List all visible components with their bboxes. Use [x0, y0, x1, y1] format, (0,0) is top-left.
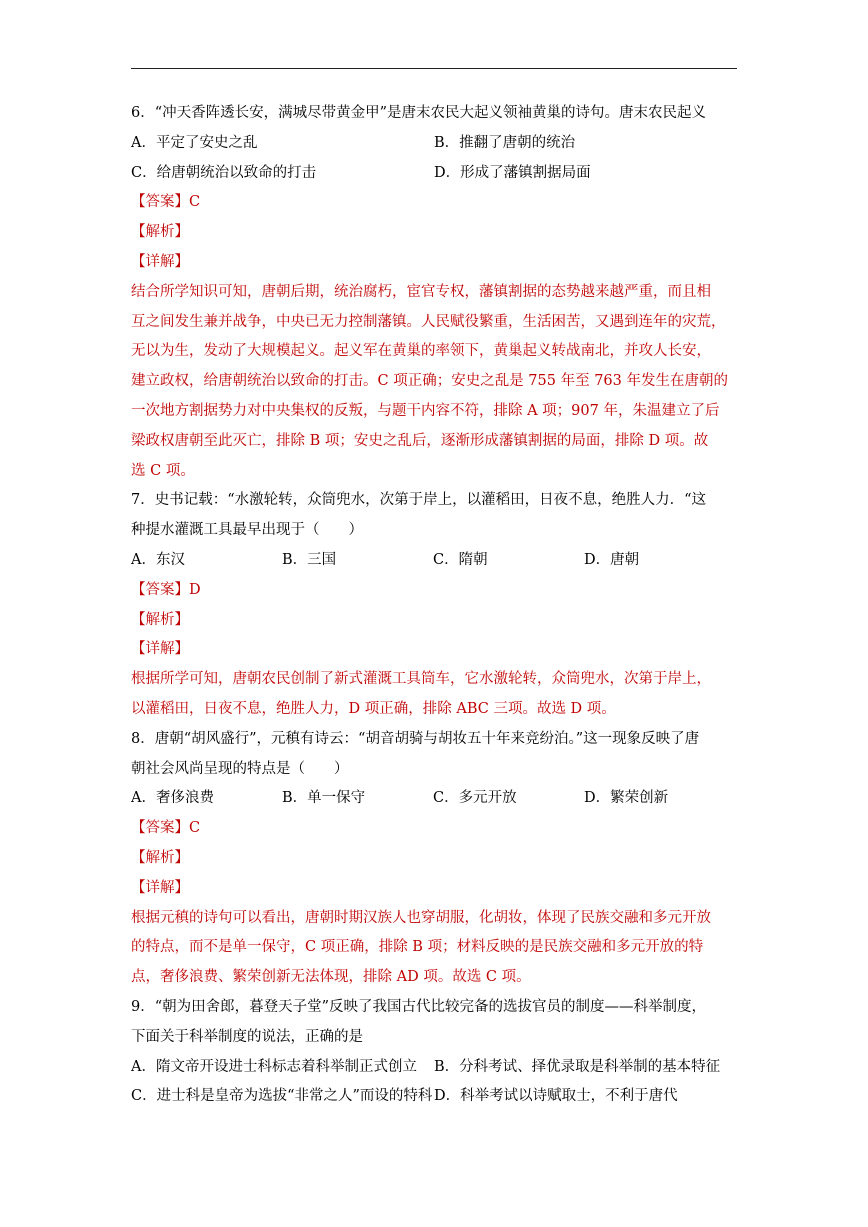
q6-options-row-1 [131, 129, 737, 159]
q9-options-row-2 [131, 1082, 737, 1112]
q8-detail-line-1: 根据元稹的诗句可以看出，唐朝时期汉族人也穿胡服，化胡妆，体现了民族交融和多元开放 [131, 909, 711, 926]
q9-option-b: B．分科考试、择优录取是科举制的基本特征 [434, 1058, 721, 1075]
q8-analysis-label: 【解析】 [131, 849, 189, 866]
q8-options-row [131, 784, 737, 814]
q8-stem-line-1: 8．唐朝“胡风盛行”，元稹有诗云：“胡音胡骑与胡妆五十年来竞纷泊。”这一现象反映了唐 [131, 730, 700, 747]
q7-option-d: D．唐朝 [584, 551, 640, 568]
answer-label: 【答案】 [131, 581, 189, 598]
q9-option-d: D．科举考试以诗赋取士，不利于唐代 [434, 1088, 678, 1105]
q7-option-a: A．东汉 [131, 551, 185, 568]
q7-stem-line-1: 7．史书记载：“水激轮转，众筒兜水，次第于岸上，以灌稻田，日夜不息，绝胜人力．“这 [131, 492, 707, 509]
q6-detail-line-2: 互之间发生兼并战争，中央已无力控制藩镇。人民赋役繁重，生活困苦，又遇到连年的灾荒， [131, 313, 726, 330]
q6-detail-label: 【详解】 [131, 253, 189, 270]
q9-option-c: C．进士科是皇帝为选拔“非常之人”而设的特科 [131, 1088, 433, 1105]
q6-option-b: B．推翻了唐朝的统治 [434, 134, 576, 151]
answer-label: 【答案】 [131, 194, 189, 211]
q6-option-c: C．给唐朝统治以致命的打击 [131, 164, 317, 181]
q8-detail-line-3: 点，奢侈浪费、繁荣创新无法体现，排除 AD 项。故选 C 项。 [131, 969, 531, 986]
q8-detail-label: 【详解】 [131, 879, 189, 896]
q8-option-c: C．多元开放 [433, 790, 517, 807]
q8-detail-line-2: 的特点，而不是单一保守，C 项正确，排除 B 项；材料反映的是民族交融和多元开放的特 [131, 939, 704, 956]
q9-stem-line-1: 9．“朝为田舍郎，暮登天子堂”反映了我国古代比较完备的选拔官员的制度——科举制度， [131, 998, 707, 1015]
q6-detail-line-5: 一次地方割据势力对中央集权的反叛，与题干内容不符，排除 A 项；907 年，朱温建立了后 [131, 402, 720, 419]
q6-answer: C [189, 194, 201, 211]
q7-answer-line [131, 576, 737, 606]
q9-option-a: A．隋文帝开设进士科标志着科举制正式创立 [131, 1058, 417, 1075]
answer-label: 【答案】 [131, 820, 189, 837]
q8-stem-line-2: 朝社会风尚呈现的特点是（ ） [131, 760, 349, 777]
q7-answer: D [189, 581, 201, 598]
q8-option-d: D．繁荣创新 [584, 790, 669, 807]
q7-options-row [131, 546, 737, 576]
q8-answer: C [189, 820, 201, 837]
q6-option-d: D．形成了藩镇割据局面 [434, 164, 591, 181]
q7-option-c: C．隋朝 [433, 551, 488, 568]
q9-options-row-1 [131, 1053, 737, 1083]
q6-analysis-label: 【解析】 [131, 224, 189, 241]
q7-option-b: B．三国 [282, 551, 337, 568]
q6-options-row-2 [131, 159, 737, 189]
q6-answer-line [131, 188, 737, 218]
header-rule [131, 68, 737, 69]
q6-detail-line-7: 选 C 项。 [131, 462, 195, 479]
q7-analysis-label: 【解析】 [131, 611, 189, 628]
q7-detail-line-2: 以灌稻田，日夜不息，绝胜人力，D 项正确，排除 ABC 三项。故选 D 项。 [131, 700, 616, 717]
q6-detail-line-1: 结合所学知识可知，唐朝后期，统治腐朽，宦官专权，藩镇割据的态势越来越严重，而且相 [131, 283, 711, 300]
exam-page [131, 99, 737, 1112]
q7-stem-line-2: 种提水灌溉工具最早出现于（ ） [131, 522, 363, 539]
q8-option-b: B．单一保守 [282, 790, 366, 807]
q8-answer-line [131, 814, 737, 844]
q6-detail-line-4: 建立政权，给唐朝统治以致命的打击。C 项正确；安史之乱是 755 年至 763 年发生在唐朝的 [131, 373, 728, 390]
q7-detail-label: 【详解】 [131, 641, 189, 658]
q6-option-a: A．平定了安史之乱 [131, 134, 258, 151]
q6-detail-line-3: 无以为生，发动了大规模起义。起义军在黄巢的率领下，黄巢起义转战南北，并攻人长安， [131, 343, 711, 360]
q6-detail-line-6: 梁政权唐朝至此灭亡，排除 B 项；安史之乱后，逐渐形成藩镇割据的局面，排除 D 项。故 [131, 432, 709, 449]
q7-detail-line-1: 根据所学可知，唐朝农民创制了新式灌溉工具筒车，它水激轮转，众筒兜水，次第于岸上， [131, 671, 711, 688]
q6-stem: 6．“冲天香阵透长安，满城尽带黄金甲”是唐末农民大起义领袖黄巢的诗句。唐末农民起义 [131, 105, 707, 121]
q8-option-a: A．奢侈浪费 [131, 790, 214, 807]
q9-stem-line-2: 下面关于科举制度的说法，正确的是 [131, 1028, 363, 1045]
